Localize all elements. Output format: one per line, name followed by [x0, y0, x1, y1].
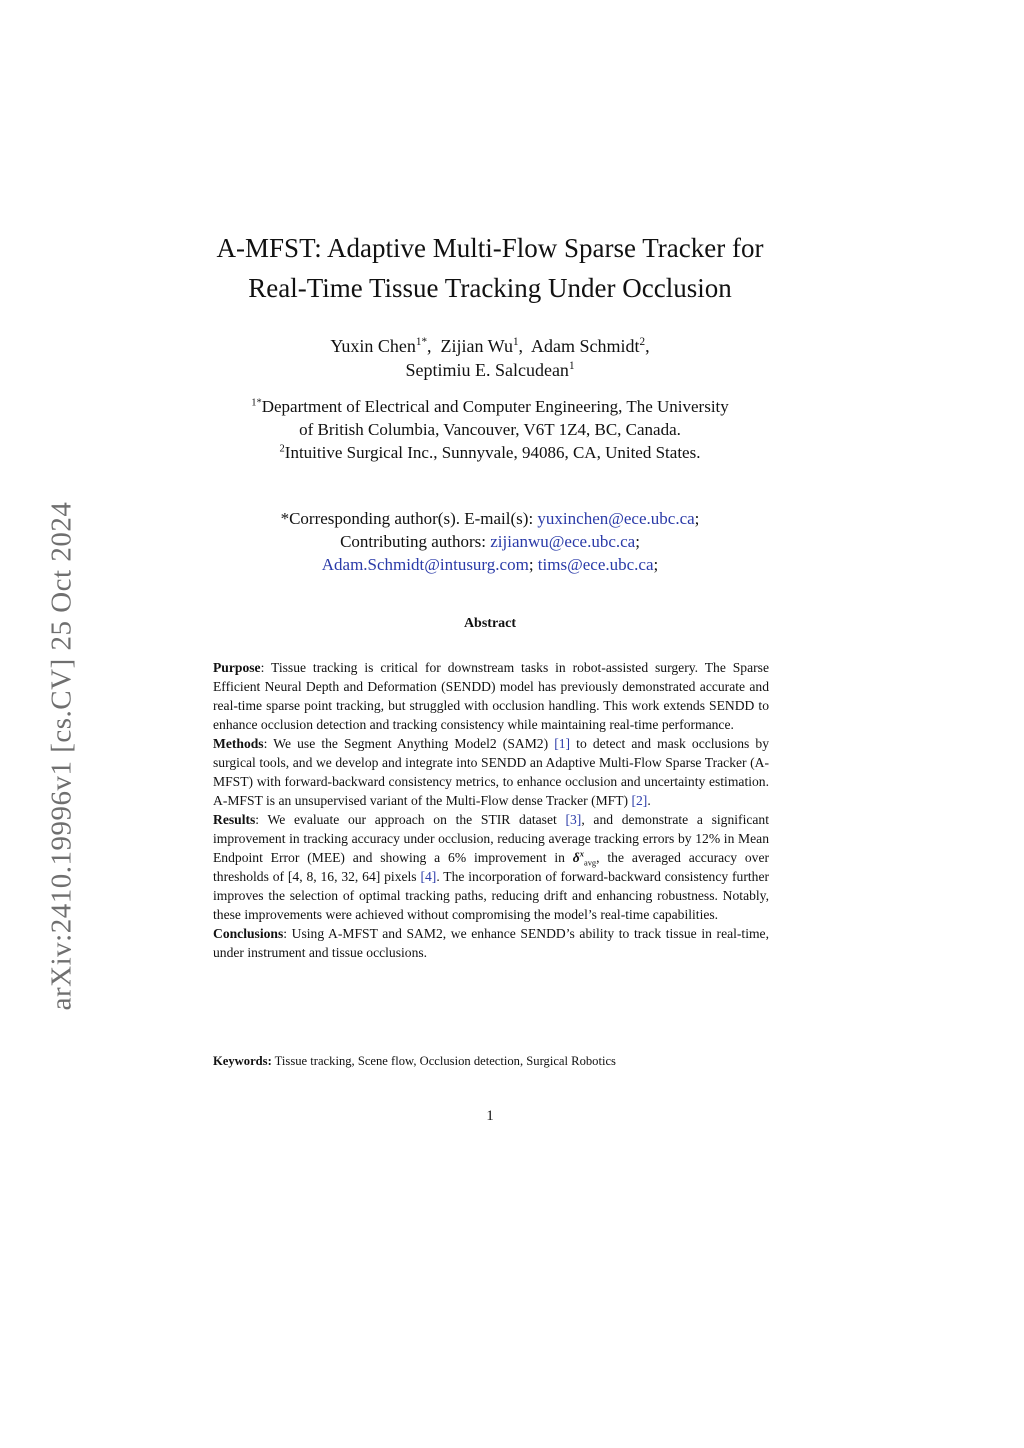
citation-link[interactable]: [1] [554, 736, 571, 751]
email-link-adam-schmidt[interactable]: Adam.Schmidt@intusurg.com [321, 555, 529, 574]
abstract-results: Results: We evaluate our approach on the STIR dataset [3], and demonstrate a significant improvement in tracking accuracy under occlusion, reducing average tracking errors by 12% in Mean Endpoint Error (MEE) and showing a 6% improvement in $\delta^x_{avg}$, the averaged accuracy over thresholds of [4, 8, 16, 32, 64] pixels [4]. The incorporation of forward-backward consistency further improves the selection of optimal tracking paths, reducing drift and enhancing robustness. Notably, these improvements were achieved without compromising the model’s real-time capabilities. [213, 812, 770, 922]
author-affil-sup: 1* [415, 336, 428, 348]
author-affil-sup: 1 [512, 336, 519, 348]
affiliation-2: $^2$Intuitive Surgical Inc., Sunnyvale, 94086, CA, United States. [279, 443, 701, 462]
author-affil-sup: 2 [639, 336, 646, 348]
citation-link[interactable]: [3] [565, 812, 582, 827]
email-link-yuxinchen[interactable]: yuxinchen@ece.ubc.ca [537, 509, 695, 528]
author-list [220, 334, 760, 382]
delta-symbol: δ [572, 850, 580, 865]
author-affil-sup: 1 [568, 360, 575, 372]
arxiv-stamp: arXiv:2410.19996v1 [cs.CV] 25 Oct 2024 [45, 501, 78, 1011]
corresponding-author-line: *Corresponding author(s). E-mail(s): yuxinchen@ece.ubc.ca; [280, 509, 700, 528]
affiliations [180, 395, 800, 464]
keywords-text: Tissue tracking, Scene flow, Occlusion detection, Surgical Robotics [271, 1054, 616, 1068]
citation-link[interactable]: [2] [631, 793, 648, 808]
author-line-2 [220, 358, 760, 382]
contributing-authors-line: Contributing authors: zijianwu@ece.ubc.ca; [340, 532, 640, 551]
keywords [213, 1052, 769, 1070]
author-name: Septimiu E. Salcudean [405, 360, 569, 380]
title-line-2: Real-Time Tissue Tracking Under Occlusion [248, 273, 732, 303]
author-name: Adam Schmidt [531, 336, 640, 356]
abstract-purpose: Purpose: Tissue tracking is critical for downstream tasks in robot-assisted surgery. The Sparse Efficient Neural Depth and Deformation (SENDD) model has previously demonstrated accurate and real-time sparse point tracking, but struggled with occlusion handling. This work extends SENDD to enhance occlusion detection and tracking consistency while maintaining real-time performance. [213, 660, 769, 732]
author-name: Yuxin Chen [330, 336, 416, 356]
affiliation-1-line-1: $^{1*}$Department of Electrical and Computer Engineering, The University [251, 397, 729, 416]
paper-title [170, 228, 810, 308]
email-link-zijianwu[interactable]: zijianwu@ece.ubc.ca [490, 532, 636, 551]
keywords-label: Keywords: [213, 1054, 272, 1068]
purpose-label: Purpose [213, 660, 261, 675]
citation-link[interactable]: [4] [420, 869, 437, 884]
author-name: Zijian Wu [440, 336, 513, 356]
contributing-authors-line-2: Adam.Schmidt@intusurg.com; tims@ece.ubc.ca; [321, 555, 659, 574]
affiliation-1-line-2: of British Columbia, Vancouver, V6T 1Z4, BC, Canada. [299, 420, 681, 439]
page-number: 1 [486, 1108, 494, 1124]
title-line-1: A-MFST: Adaptive Multi-Flow Sparse Tracker for [216, 233, 764, 263]
conclusions-label: Conclusions [213, 926, 284, 941]
author-line-1: Yuxin Chen$^{1*}$, Zijian Wu$^1$, Adam Schmidt$^2$, [330, 336, 650, 356]
contact-info [200, 507, 780, 576]
abstract-conclusions: Conclusions: Using A-MFST and SAM2, we enhance SENDD’s ability to track tissue in real-time, under instrument and tissue occlusions. [213, 926, 769, 960]
results-label: Results [213, 812, 256, 827]
abstract-methods: Methods: We use the Segment Anything Model2 (SAM2) [1] to detect and mask occlusions by surgical tools, and we develop and integrate into SENDD an Adaptive Multi-Flow Sparse Tracker (A-MFST) with forward-backward consistency metrics, to enhance occlusion and uncertainty estimation. A-MFST is an unsupervised variant of the Multi-Flow dense Tracker (MFT) [2]. [213, 736, 769, 808]
methods-label: Methods [213, 736, 264, 751]
abstract-heading: Abstract [463, 616, 517, 631]
email-link-tims[interactable]: tims@ece.ubc.ca [537, 555, 654, 574]
abstract-body [213, 658, 769, 962]
